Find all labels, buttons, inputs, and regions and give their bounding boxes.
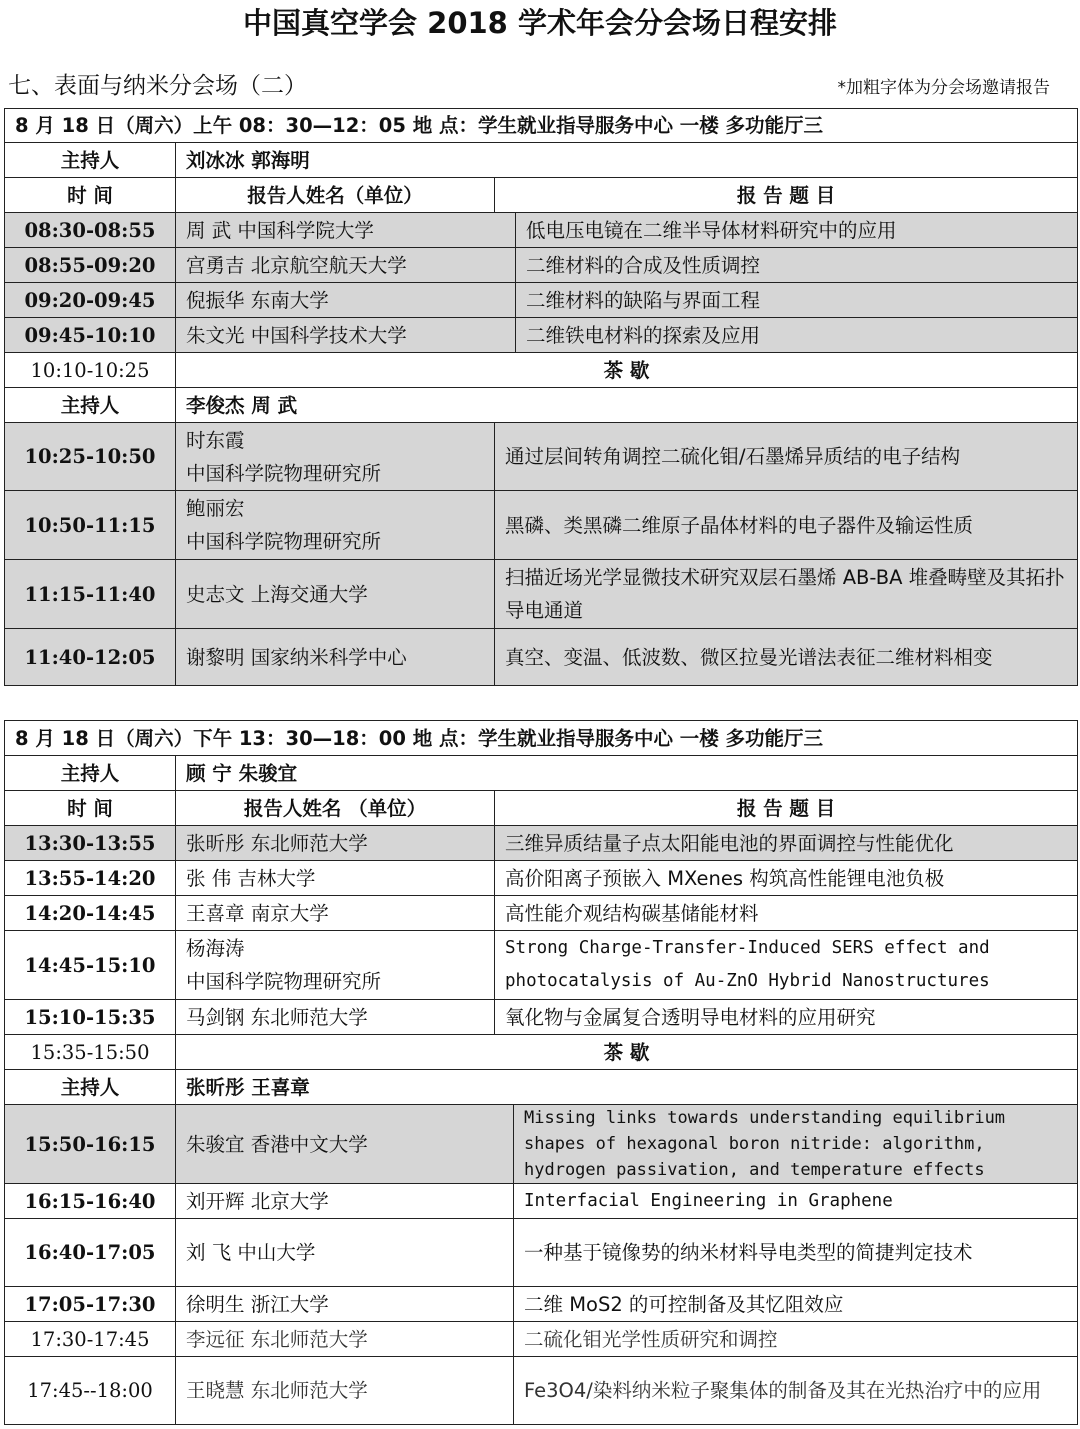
section-heading: 七、表面与纳米分会场（二）	[8, 73, 307, 99]
speaker-affiliation: 中国科学院物理研究所	[186, 970, 382, 993]
talk-topic: 二维铁电材料的探索及应用	[516, 318, 1078, 353]
break-label: 茶 歇	[176, 353, 1078, 388]
talk-speaker	[176, 423, 495, 491]
talk-time: 16:40-17:05	[5, 1219, 176, 1287]
table-row	[5, 560, 1078, 629]
talk-time: 16:15-16:40	[5, 1184, 176, 1219]
speaker-name: 杨海涛	[186, 937, 245, 960]
table-row	[5, 283, 1078, 318]
talk-topic: 黑磷、类黑磷二维原子晶体材料的电子器件及输运性质	[495, 491, 1078, 560]
table-row	[5, 318, 1078, 353]
talk-time: 17:30-17:45	[5, 1322, 176, 1357]
table-row	[5, 1287, 1078, 1322]
chair-names: 顾 宁 朱骏宜	[176, 756, 1078, 791]
chair-label: 主持人	[5, 756, 176, 791]
table-row	[5, 896, 1078, 931]
talk-time: 11:15-11:40	[5, 560, 176, 629]
col-topic-header: 报 告 题 目	[495, 178, 1078, 213]
talk-time: 11:40-12:05	[5, 629, 176, 686]
table-row	[5, 1219, 1078, 1287]
speaker-name: 鲍丽宏	[186, 497, 245, 520]
talk-topic: 低电压电镜在二维半导体材料研究中的应用	[516, 213, 1078, 248]
talk-topic: 扫描近场光学显微技术研究双层石墨烯 AB-BA 堆叠畴壁及其拓扑导电通道	[495, 560, 1078, 629]
page-title: 中国真空学会 2018 学术年会分会场日程安排	[243, 6, 837, 40]
chair-names: 刘冰冰 郭海明	[176, 143, 1078, 178]
session-header: 8 月 18 日（周六）下午 13：30—18：00 地 点：学生就业指导服务中心 一楼 多功能厅三	[5, 721, 1078, 756]
talk-time: 08:55-09:20	[5, 248, 176, 283]
talk-time: 17:45--18:00	[5, 1357, 176, 1425]
chair-label: 主持人	[5, 1070, 176, 1105]
talk-topic: Fe3O4/染料纳米粒子聚集体的制备及其在光热治疗中的应用	[514, 1357, 1078, 1425]
chair-label: 主持人	[5, 143, 176, 178]
col-topic-header: 报 告 题 目	[495, 791, 1078, 826]
talk-speaker: 王晓慧 东北师范大学	[176, 1357, 514, 1425]
talk-speaker: 周 武 中国科学院大学	[176, 213, 516, 248]
table-row	[5, 213, 1078, 248]
talk-speaker: 朱骏宜 香港中文大学	[176, 1105, 514, 1184]
col-time-header: 时 间	[5, 791, 176, 826]
col-speaker-header: 报告人姓名（单位）	[176, 178, 495, 213]
talk-topic: 高性能介观结构碳基储能材料	[495, 896, 1078, 931]
talk-speaker: 刘 飞 中山大学	[176, 1219, 514, 1287]
table-row	[5, 423, 1078, 491]
talk-topic: 高价阳离子预嵌入 MXenes 构筑高性能锂电池负极	[495, 861, 1078, 896]
talk-time: 09:45-10:10	[5, 318, 176, 353]
talk-time: 15:50-16:15	[5, 1105, 176, 1184]
talk-speaker: 朱文光 中国科学技术大学	[176, 318, 516, 353]
table-row	[5, 1184, 1078, 1219]
talk-speaker: 王喜章 南京大学	[176, 896, 495, 931]
table-row	[5, 861, 1078, 896]
talk-topic: 氧化物与金属复合透明导电材料的应用研究	[495, 1000, 1078, 1035]
speaker-affiliation: 中国科学院物理研究所	[186, 461, 382, 485]
afternoon-schedule-table	[4, 720, 1078, 1105]
talk-topic: 二维 MoS2 的可控制备及其忆阻效应	[514, 1287, 1078, 1322]
table-row	[5, 1322, 1078, 1357]
talk-topic: 通过层间转角调控二硫化钼/石墨烯异质结的电子结构	[495, 423, 1078, 491]
talk-time: 10:25-10:50	[5, 423, 176, 491]
talk-time: 17:05-17:30	[5, 1287, 176, 1322]
break-time: 15:35-15:50	[5, 1035, 176, 1070]
talk-topic: 真空、变温、低波数、微区拉曼光谱法表征二维材料相变	[495, 629, 1078, 686]
talk-topic: 二维材料的缺陷与界面工程	[516, 283, 1078, 318]
bold-note: *加粗字体为分会场邀请报告	[837, 78, 1050, 98]
talk-speaker: 史志文 上海交通大学	[176, 560, 495, 629]
morning-talks-b	[4, 422, 1078, 686]
talk-topic: 三维异质结量子点太阳能电池的界面调控与性能优化	[495, 826, 1078, 861]
speaker-affiliation: 中国科学院物理研究所	[186, 530, 382, 553]
talk-time: 14:45-15:10	[5, 931, 176, 1000]
talk-speaker: 倪振华 东南大学	[176, 283, 516, 318]
talk-topic: 一种基于镜像势的纳米材料导电类型的简捷判定技术	[514, 1219, 1078, 1287]
break-row	[5, 353, 1078, 388]
talk-speaker	[176, 931, 495, 1000]
talk-speaker: 马剑钢 东北师范大学	[176, 1000, 495, 1035]
break-row	[5, 1035, 1078, 1070]
break-label: 茶 歇	[176, 1035, 1078, 1070]
table-row	[5, 1000, 1078, 1035]
table-row	[5, 1105, 1078, 1184]
table-row	[5, 826, 1078, 861]
talk-speaker: 李远征 东北师范大学	[176, 1322, 514, 1357]
chair-names: 张昕彤 王喜章	[176, 1070, 1078, 1105]
chair-label: 主持人	[5, 388, 176, 423]
morning-talks-a	[4, 212, 1078, 423]
speaker-name: 时东霞	[186, 428, 245, 452]
talk-time: 15:10-15:35	[5, 1000, 176, 1035]
talk-time: 10:50-11:15	[5, 491, 176, 560]
talk-time: 13:55-14:20	[5, 861, 176, 896]
talk-speaker: 徐明生 浙江大学	[176, 1287, 514, 1322]
chair-names: 李俊杰 周 武	[176, 388, 1078, 423]
talk-topic: Strong Charge-Transfer-Induced SERS effect and photocatalysis of Au-ZnO Hybrid Nanostructures	[495, 931, 1078, 1000]
col-speaker-header: 报告人姓名 （单位）	[176, 791, 495, 826]
talk-time: 08:30-08:55	[5, 213, 176, 248]
table-row	[5, 248, 1078, 283]
table-row	[5, 1357, 1078, 1425]
talk-time: 09:20-09:45	[5, 283, 176, 318]
talk-speaker: 谢黎明 国家纳米科学中心	[176, 629, 495, 686]
talk-topic: 二硫化钼光学性质研究和调控	[514, 1322, 1078, 1357]
talk-speaker: 宫勇吉 北京航空航天大学	[176, 248, 516, 283]
talk-topic: Missing links towards understanding equilibrium shapes of hexagonal boron nitride: algorithm, hydrogen passivation, and temperature effects	[514, 1105, 1078, 1184]
break-time: 10:10-10:25	[5, 353, 176, 388]
afternoon-talks-b	[4, 1104, 1078, 1425]
talk-speaker: 张 伟 吉林大学	[176, 861, 495, 896]
morning-schedule-table	[4, 108, 1078, 213]
talk-speaker: 张昕彤 东北师范大学	[176, 826, 495, 861]
session-header: 8 月 18 日（周六）上午 08：30—12：05 地 点：学生就业指导服务中心 一楼 多功能厅三	[5, 109, 1078, 143]
col-time-header: 时 间	[5, 178, 176, 213]
table-row	[5, 629, 1078, 686]
talk-time: 14:20-14:45	[5, 896, 176, 931]
talk-speaker: 刘开辉 北京大学	[176, 1184, 514, 1219]
talk-time: 13:30-13:55	[5, 826, 176, 861]
table-row	[5, 491, 1078, 560]
talk-topic: 二维材料的合成及性质调控	[516, 248, 1078, 283]
talk-speaker	[176, 491, 495, 560]
talk-topic: Interfacial Engineering in Graphene	[514, 1184, 1078, 1219]
table-row	[5, 931, 1078, 1000]
